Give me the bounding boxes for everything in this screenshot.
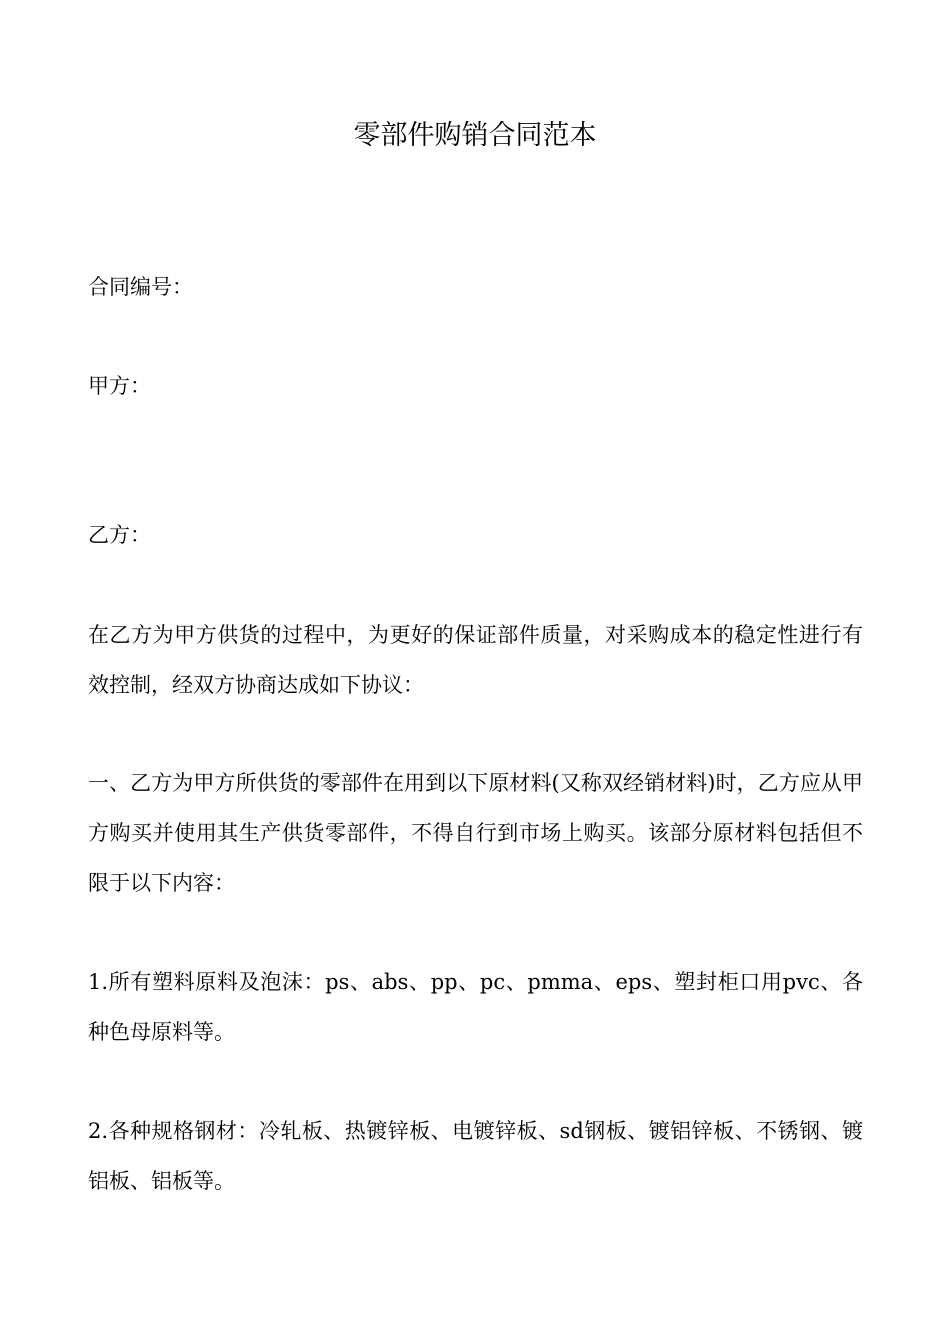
clause-1-paragraph: 一、乙方为甲方所供货的零部件在用到以下原材料(又称双经销材料)时，乙方应从甲方购买并使用其生产供货零部件，不得自行到市场上购买。该部分原材料包括但不限于以下内容：: [88, 771, 863, 895]
party-a-label: 甲方：: [88, 374, 151, 398]
document-title: 零部件购销合同范本: [353, 120, 597, 151]
intro-paragraph: 在乙方为甲方供货的过程中，为更好的保证部件质量，对采购成本的稳定性进行有效控制，经双方协商达成如下协议：: [88, 623, 863, 697]
contract-number-label: 合同编号：: [88, 275, 193, 299]
item-2-paragraph: 2.各种规格钢材：冷轧板、热镀锌板、电镀锌板、sd钢板、镀铝锌板、不锈钢、镀铝板、铝板等。: [88, 1119, 863, 1193]
item-1-paragraph: 1.所有塑料原料及泡沫：ps、abs、pp、pc、pmma、eps、塑封柜口用pvc、各种色母原料等。: [88, 970, 863, 1044]
party-b-label: 乙方：: [88, 523, 151, 547]
